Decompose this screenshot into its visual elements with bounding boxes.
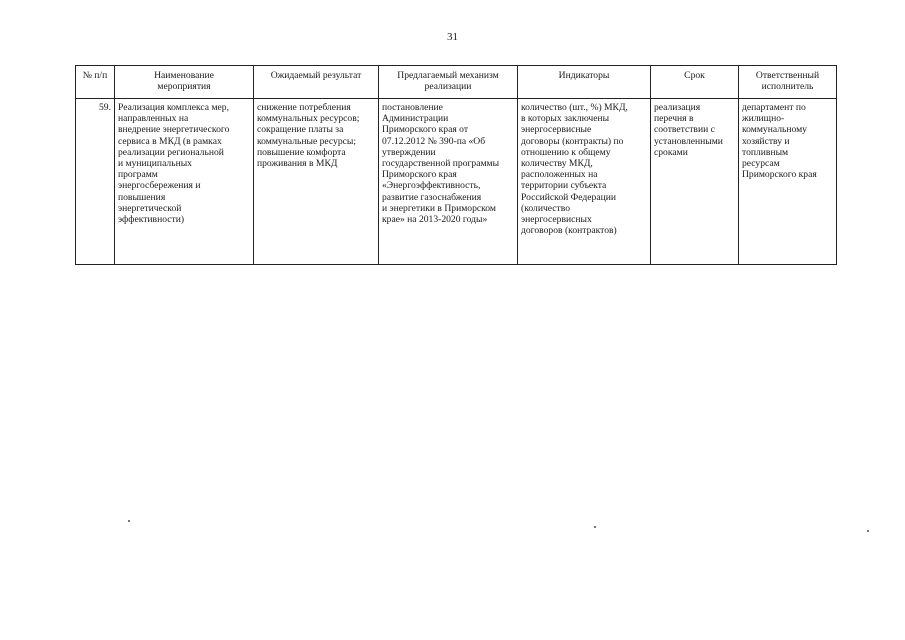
header-number: № п/п bbox=[76, 66, 115, 99]
header-mechanism: Предлагаемый механизм реализации bbox=[379, 66, 518, 99]
header-responsible: Ответственный исполнитель bbox=[739, 66, 837, 99]
cell-number: 59. bbox=[76, 99, 115, 265]
cell-responsible: департамент по жилищно- коммунальному хозяйству и топливным ресурсам Приморского края bbox=[739, 99, 837, 265]
table-row bbox=[76, 99, 837, 265]
cell-activity: Реализация комплекса мер, направленных на внедрение энергетического сервиса в МКД (в рамках реализации региональной и муниципальных программ энергосбережения и повышения энергетической эффективности) bbox=[115, 99, 254, 265]
header-expected-result: Ожидаемый результат bbox=[254, 66, 379, 99]
measures-table bbox=[75, 65, 837, 265]
cell-indicators: количество (шт., %) МКД, в которых заключены энергосервисные договоры (контракты) по отношению к общему количеству МКД, расположенных на территории субъекта Российской Федерации (количество энергосервисных договоров (контрактов) bbox=[518, 99, 651, 265]
header-activity: Наименование мероприятия bbox=[115, 66, 254, 99]
cell-deadline: реализация перечня в соответствии с установленными сроками bbox=[651, 99, 739, 265]
table-header-row bbox=[76, 66, 837, 99]
scan-speck bbox=[867, 530, 869, 532]
page-number: 31 bbox=[447, 31, 458, 43]
scan-speck bbox=[594, 526, 596, 528]
cell-mechanism: постановление Администрации Приморского края от 07.12.2012 № 390-па «Об утверждении государственной программы Приморского края «Энергоэффективность, развитие газоснабжения и энергетики в Приморском крае» на 2013-2020 годы» bbox=[379, 99, 518, 265]
header-indicators: Индикаторы bbox=[518, 66, 651, 99]
scan-speck bbox=[128, 520, 130, 522]
header-deadline: Срок bbox=[651, 66, 739, 99]
cell-expected-result: снижение потребления коммунальных ресурсов; сокращение платы за коммунальные ресурсы; повышение комфорта проживания в МКД bbox=[254, 99, 379, 265]
